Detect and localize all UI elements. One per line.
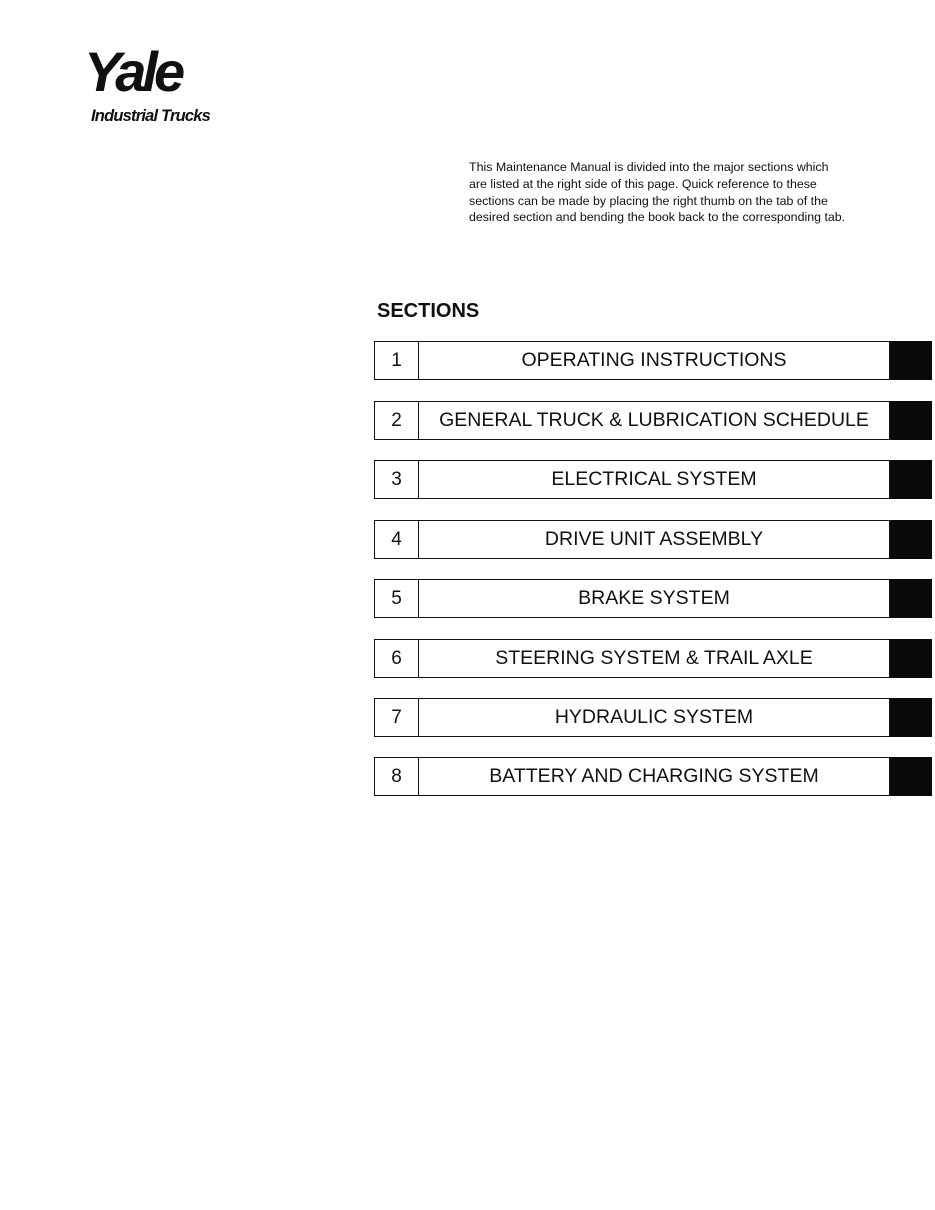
section-title: STEERING SYSTEM & TRAIL AXLE bbox=[418, 639, 890, 678]
section-number: 7 bbox=[374, 698, 418, 737]
yale-logo bbox=[84, 40, 210, 126]
thumb-tab-marker[interactable] bbox=[890, 460, 932, 499]
sections-heading: SECTIONS bbox=[377, 300, 480, 322]
thumb-tab-marker[interactable] bbox=[890, 639, 932, 678]
section-number: 1 bbox=[374, 341, 418, 380]
section-number: 6 bbox=[374, 639, 418, 678]
section-title: ELECTRICAL SYSTEM bbox=[418, 460, 890, 499]
section-title: BRAKE SYSTEM bbox=[418, 579, 890, 618]
intro-paragraph: This Maintenance Manual is divided into the major sections which are listed at the right side of this page. Quick reference to these sections can be made by placing the right thumb on the tab of the desired section and bending the book back to the corresponding tab. bbox=[469, 160, 846, 225]
thumb-tab-marker[interactable] bbox=[890, 698, 932, 737]
section-tab[interactable] bbox=[374, 520, 932, 559]
section-number: 4 bbox=[374, 520, 418, 559]
section-title: BATTERY AND CHARGING SYSTEM bbox=[418, 757, 890, 796]
section-tab[interactable] bbox=[374, 757, 932, 796]
thumb-tab-marker[interactable] bbox=[890, 579, 932, 618]
section-tab[interactable] bbox=[374, 341, 932, 380]
section-tab[interactable] bbox=[374, 698, 932, 737]
section-number: 5 bbox=[374, 579, 418, 618]
section-title: DRIVE UNIT ASSEMBLY bbox=[418, 520, 890, 559]
section-title: OPERATING INSTRUCTIONS bbox=[418, 341, 890, 380]
section-title: GENERAL TRUCK & LUBRICATION SCHEDULE bbox=[418, 401, 890, 440]
thumb-tab-marker[interactable] bbox=[890, 757, 932, 796]
section-number: 8 bbox=[374, 757, 418, 796]
section-title: HYDRAULIC SYSTEM bbox=[418, 698, 890, 737]
section-tab[interactable] bbox=[374, 460, 932, 499]
section-tab[interactable] bbox=[374, 401, 932, 440]
thumb-tab-marker[interactable] bbox=[890, 520, 932, 559]
logo-brand: Yale bbox=[84, 40, 182, 103]
thumb-tab-marker[interactable] bbox=[890, 401, 932, 440]
logo-subtitle: Industrial Trucks bbox=[91, 107, 211, 125]
section-number: 3 bbox=[374, 460, 418, 499]
section-tab[interactable] bbox=[374, 579, 932, 618]
section-number: 2 bbox=[374, 401, 418, 440]
section-tab[interactable] bbox=[374, 639, 932, 678]
thumb-tab-marker[interactable] bbox=[890, 341, 932, 380]
